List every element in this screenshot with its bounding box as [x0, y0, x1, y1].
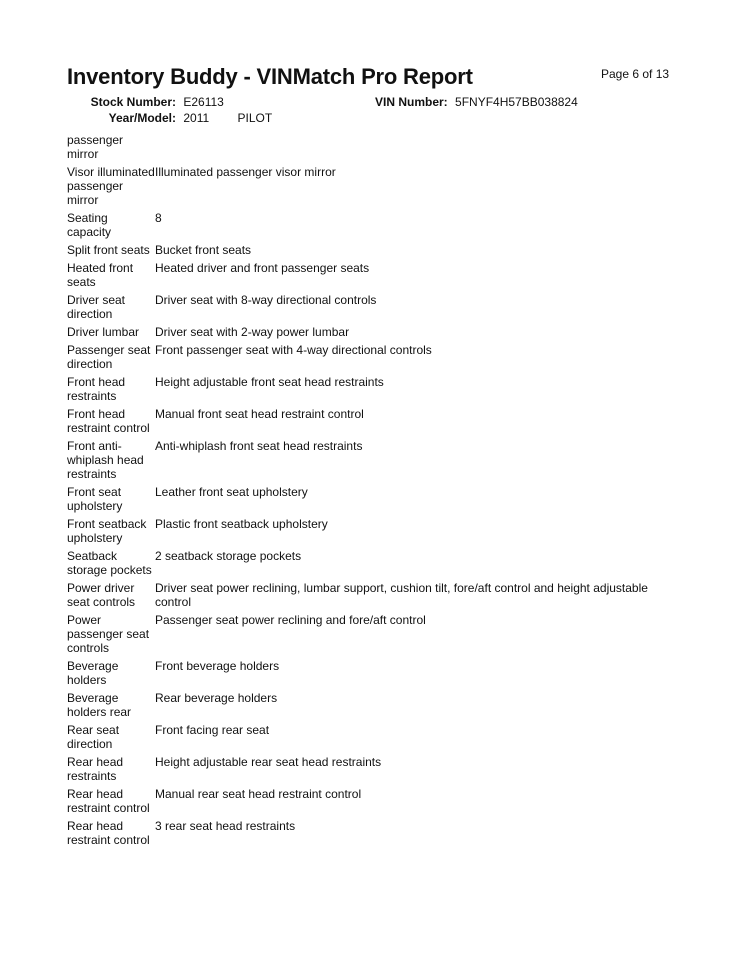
spec-label: Front head restraint control [67, 407, 150, 435]
spec-value: Height adjustable rear seat head restraints [155, 755, 382, 769]
stock-number-value: E26113 [183, 95, 224, 109]
spec-value: Driver seat with 2-way power lumbar [155, 325, 350, 339]
year-model-label: Year/Model: [108, 111, 176, 125]
spec-row [67, 325, 687, 339]
spec-value: Bucket front seats [155, 243, 252, 257]
spec-value: Rear beverage holders [155, 691, 278, 705]
spec-label: Rear head restraints [67, 755, 124, 783]
spec-row [67, 407, 687, 435]
vin-number-value: 5FNYF4H57BB038824 [455, 95, 578, 109]
spec-value: Driver seat with 8-way directional controls [155, 293, 377, 307]
spec-label: Rear head restraint control [67, 819, 150, 847]
spec-row [67, 211, 687, 239]
spec-value: Front passenger seat with 4-way directional controls [155, 343, 432, 357]
spec-value: Passenger seat power reclining and fore/aft control [155, 613, 426, 627]
spec-row [67, 165, 687, 207]
spec-row [67, 549, 687, 577]
spec-label: Front seat upholstery [67, 485, 123, 513]
spec-row [67, 485, 687, 513]
page-number: Page 6 of 13 [601, 67, 670, 81]
spec-label: Rear head restraint control [67, 787, 150, 815]
year-model [90, 111, 272, 125]
spec-value: Plastic front seatback upholstery [155, 517, 328, 531]
spec-row [67, 517, 687, 545]
spec-value: Manual front seat head restraint control [155, 407, 364, 421]
spec-value: Illuminated passenger visor mirror [155, 165, 336, 179]
spec-label: Heated front seats [67, 261, 134, 289]
spec-row [67, 375, 687, 403]
spec-row [67, 819, 687, 847]
spec-label: Front seatback upholstery [67, 517, 147, 545]
spec-value: Front facing rear seat [155, 723, 270, 737]
spec-label: Front head restraints [67, 375, 126, 403]
spec-value: Heated driver and front passenger seats [155, 261, 370, 275]
stock-number-label: Stock Number: [90, 95, 176, 109]
spec-value: Manual rear seat head restraint control [155, 787, 362, 801]
spec-value: 8 [155, 211, 162, 225]
spec-row [67, 613, 687, 655]
spec-label: Visor illuminated passenger mirror [67, 165, 155, 207]
spec-value: Front beverage holders [155, 659, 280, 673]
spec-label: Rear seat direction [67, 723, 120, 751]
spec-row [67, 659, 687, 687]
spec-row [67, 755, 687, 783]
spec-value: 3 rear seat head restraints [155, 819, 296, 833]
spec-label: Seatback storage pockets [67, 549, 152, 577]
spec-row [67, 243, 687, 257]
spec-row [67, 261, 687, 289]
spec-row [67, 691, 687, 719]
spec-label: passenger mirror [67, 133, 124, 161]
stock-number [90, 95, 224, 109]
spec-label: Power driver seat controls [67, 581, 136, 609]
spec-row [67, 581, 687, 609]
spec-value: 2 seatback storage pockets [155, 549, 302, 563]
spec-label: Power passenger seat controls [67, 613, 150, 655]
spec-label: Passenger seat direction [67, 343, 151, 371]
spec-row [67, 723, 687, 751]
spec-label: Driver lumbar [67, 325, 140, 339]
spec-value: Driver seat power reclining, lumbar support, cushion tilt, fore/aft control and height adjustable control [155, 581, 648, 609]
spec-label: Seating capacity [67, 211, 112, 239]
spec-table [67, 133, 687, 851]
spec-label: Split front seats [67, 243, 150, 257]
spec-row [67, 343, 687, 371]
spec-row [67, 787, 687, 815]
spec-row [67, 133, 687, 161]
year-value: 2011 [183, 111, 210, 125]
vin-number-label: VIN Number: [375, 95, 448, 109]
spec-label: Front anti-whiplash head restraints [67, 439, 144, 481]
model-value: PILOT [237, 111, 273, 125]
spec-label: Beverage holders [67, 659, 119, 687]
spec-row [67, 293, 687, 321]
spec-value: Leather front seat upholstery [155, 485, 308, 499]
vin-number [375, 95, 578, 109]
spec-value: Anti-whiplash front seat head restraints [155, 439, 363, 453]
spec-value: Height adjustable front seat head restraints [155, 375, 384, 389]
spec-row [67, 439, 687, 481]
spec-label: Driver seat direction [67, 293, 126, 321]
spec-label: Beverage holders rear [67, 691, 132, 719]
spec-value [155, 133, 687, 161]
report-title: Inventory Buddy - VINMatch Pro Report [67, 64, 473, 89]
